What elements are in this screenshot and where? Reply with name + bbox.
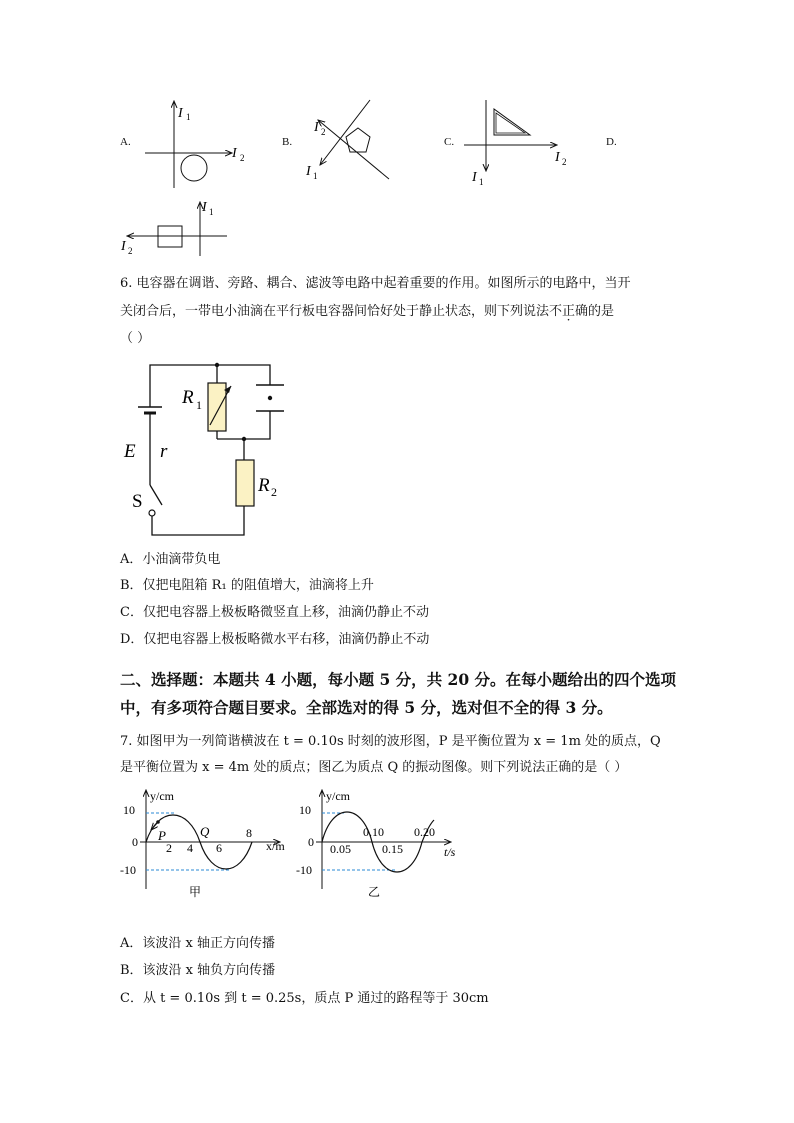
svg-text:t/s: t/s xyxy=(444,845,456,859)
q7-option-a: A．该波沿 x 轴正方向传播 xyxy=(120,936,275,951)
q7-stem-line1: 7. 如图甲为一列简谐横波在 t = 0.10s 时刻的波形图，P 是平衡位置为 x = 1m 处的质点，Q xyxy=(120,734,661,749)
option-c-graph xyxy=(462,95,582,190)
q6-paren: （ ） xyxy=(120,331,151,346)
svg-text:4: 4 xyxy=(187,841,193,855)
option-d-graph xyxy=(115,198,240,258)
q7-option-b: B．该波沿 x 轴负方向传播 xyxy=(120,963,276,978)
q6-stem-line2: 关闭合后，一带电小油滴在平行板电容器间恰好处于静止状态，则下列说法不正确的是 xyxy=(120,304,615,319)
svg-text:2: 2 xyxy=(128,246,133,256)
svg-text:0.15: 0.15 xyxy=(382,842,403,856)
switch-blade xyxy=(150,485,162,505)
svg-text:y/cm: y/cm xyxy=(326,789,350,803)
svg-text:2: 2 xyxy=(271,485,277,499)
svg-text:0: 0 xyxy=(132,835,138,849)
svg-text:I: I xyxy=(121,239,126,254)
svg-text:2: 2 xyxy=(321,127,326,137)
vibration-graph-yi xyxy=(296,784,466,899)
option-c-letter: C. xyxy=(444,136,455,148)
label-i1: I xyxy=(178,106,183,121)
option-a-graph xyxy=(140,95,250,190)
wave-graph-jia xyxy=(120,784,295,899)
option-b-letter: B. xyxy=(282,136,293,148)
section2-heading-line1: 二、选择题：本题共 4 小题，每小题 5 分，共 20 分。在每小题给出的四个选项 xyxy=(120,670,677,689)
svg-text:10: 10 xyxy=(123,803,135,817)
svg-text:8: 8 xyxy=(246,826,252,840)
oil-drop xyxy=(268,396,272,400)
svg-text:乙: 乙 xyxy=(368,885,381,899)
svg-text:r: r xyxy=(160,441,168,462)
svg-text:1: 1 xyxy=(313,171,318,181)
q7-stem-line2: 是平衡位置为 x = 4m 处的质点；图乙为质点 Q 的振动图像。则下列说法正确的是（ ） xyxy=(120,760,628,775)
svg-text:-10: -10 xyxy=(296,863,312,877)
q7-option-c: C．从 t = 0.10s 到 t = 0.25s，质点 P 通过的路程等于 30cm xyxy=(120,991,489,1006)
svg-text:1: 1 xyxy=(196,398,202,412)
svg-text:0.10: 0.10 xyxy=(363,825,384,839)
emphasis-text: 不正确 xyxy=(549,304,589,319)
svg-text:I: I xyxy=(314,120,319,135)
svg-text:R: R xyxy=(182,387,194,408)
svg-text:R: R xyxy=(258,475,270,496)
option-b-graph xyxy=(300,95,400,190)
svg-text:2: 2 xyxy=(166,841,172,855)
svg-text:x/m: x/m xyxy=(266,839,285,853)
option-a-letter: A. xyxy=(120,136,131,148)
svg-text:I: I xyxy=(202,200,207,215)
svg-text:I: I xyxy=(472,170,477,185)
svg-text:10: 10 xyxy=(299,803,311,817)
q6-stem-line1: 6. 电容器在调谐、旁路、耦合、滤波等电路中起着重要的作用。如图所示的电路中，当开 xyxy=(120,276,631,291)
svg-text:-10: -10 xyxy=(120,863,136,877)
svg-text:I: I xyxy=(232,146,237,161)
svg-text:1: 1 xyxy=(479,177,484,187)
q6-option-a: A．小油滴带负电 xyxy=(120,552,221,567)
circuit-diagram xyxy=(120,355,300,540)
section2-heading-line2: 中，有多项符合题目要求。全部选对的得 5 分，选对但不全的得 3 分。 xyxy=(120,698,613,717)
svg-text:I: I xyxy=(555,150,560,165)
svg-text:0.05: 0.05 xyxy=(330,842,351,856)
svg-text:2: 2 xyxy=(240,153,245,163)
svg-text:S: S xyxy=(132,491,143,512)
svg-text:E: E xyxy=(124,441,136,462)
svg-text:0.20: 0.20 xyxy=(414,825,435,839)
svg-text:Q: Q xyxy=(200,824,210,839)
svg-text:2: 2 xyxy=(562,157,567,167)
resistor-r2 xyxy=(236,460,254,506)
svg-text:I: I xyxy=(306,164,311,179)
svg-text:甲: 甲 xyxy=(189,885,202,899)
option-d-letter: D. xyxy=(606,136,617,148)
svg-text:1: 1 xyxy=(186,112,191,122)
q6-option-d: D．仅把电容器上极板略微水平右移，油滴仍静止不动 xyxy=(120,632,430,647)
q6-option-c: C．仅把电容器上极板略微竖直上移，油滴仍静止不动 xyxy=(120,605,429,620)
svg-text:1: 1 xyxy=(209,207,214,217)
svg-text:P: P xyxy=(158,828,166,843)
q6-option-b: B．仅把电阻箱 R₁ 的阻值增大，油滴将上升 xyxy=(120,578,374,593)
svg-text:6: 6 xyxy=(216,841,222,855)
svg-text:0: 0 xyxy=(308,835,314,849)
svg-text:y/cm: y/cm xyxy=(150,789,174,803)
